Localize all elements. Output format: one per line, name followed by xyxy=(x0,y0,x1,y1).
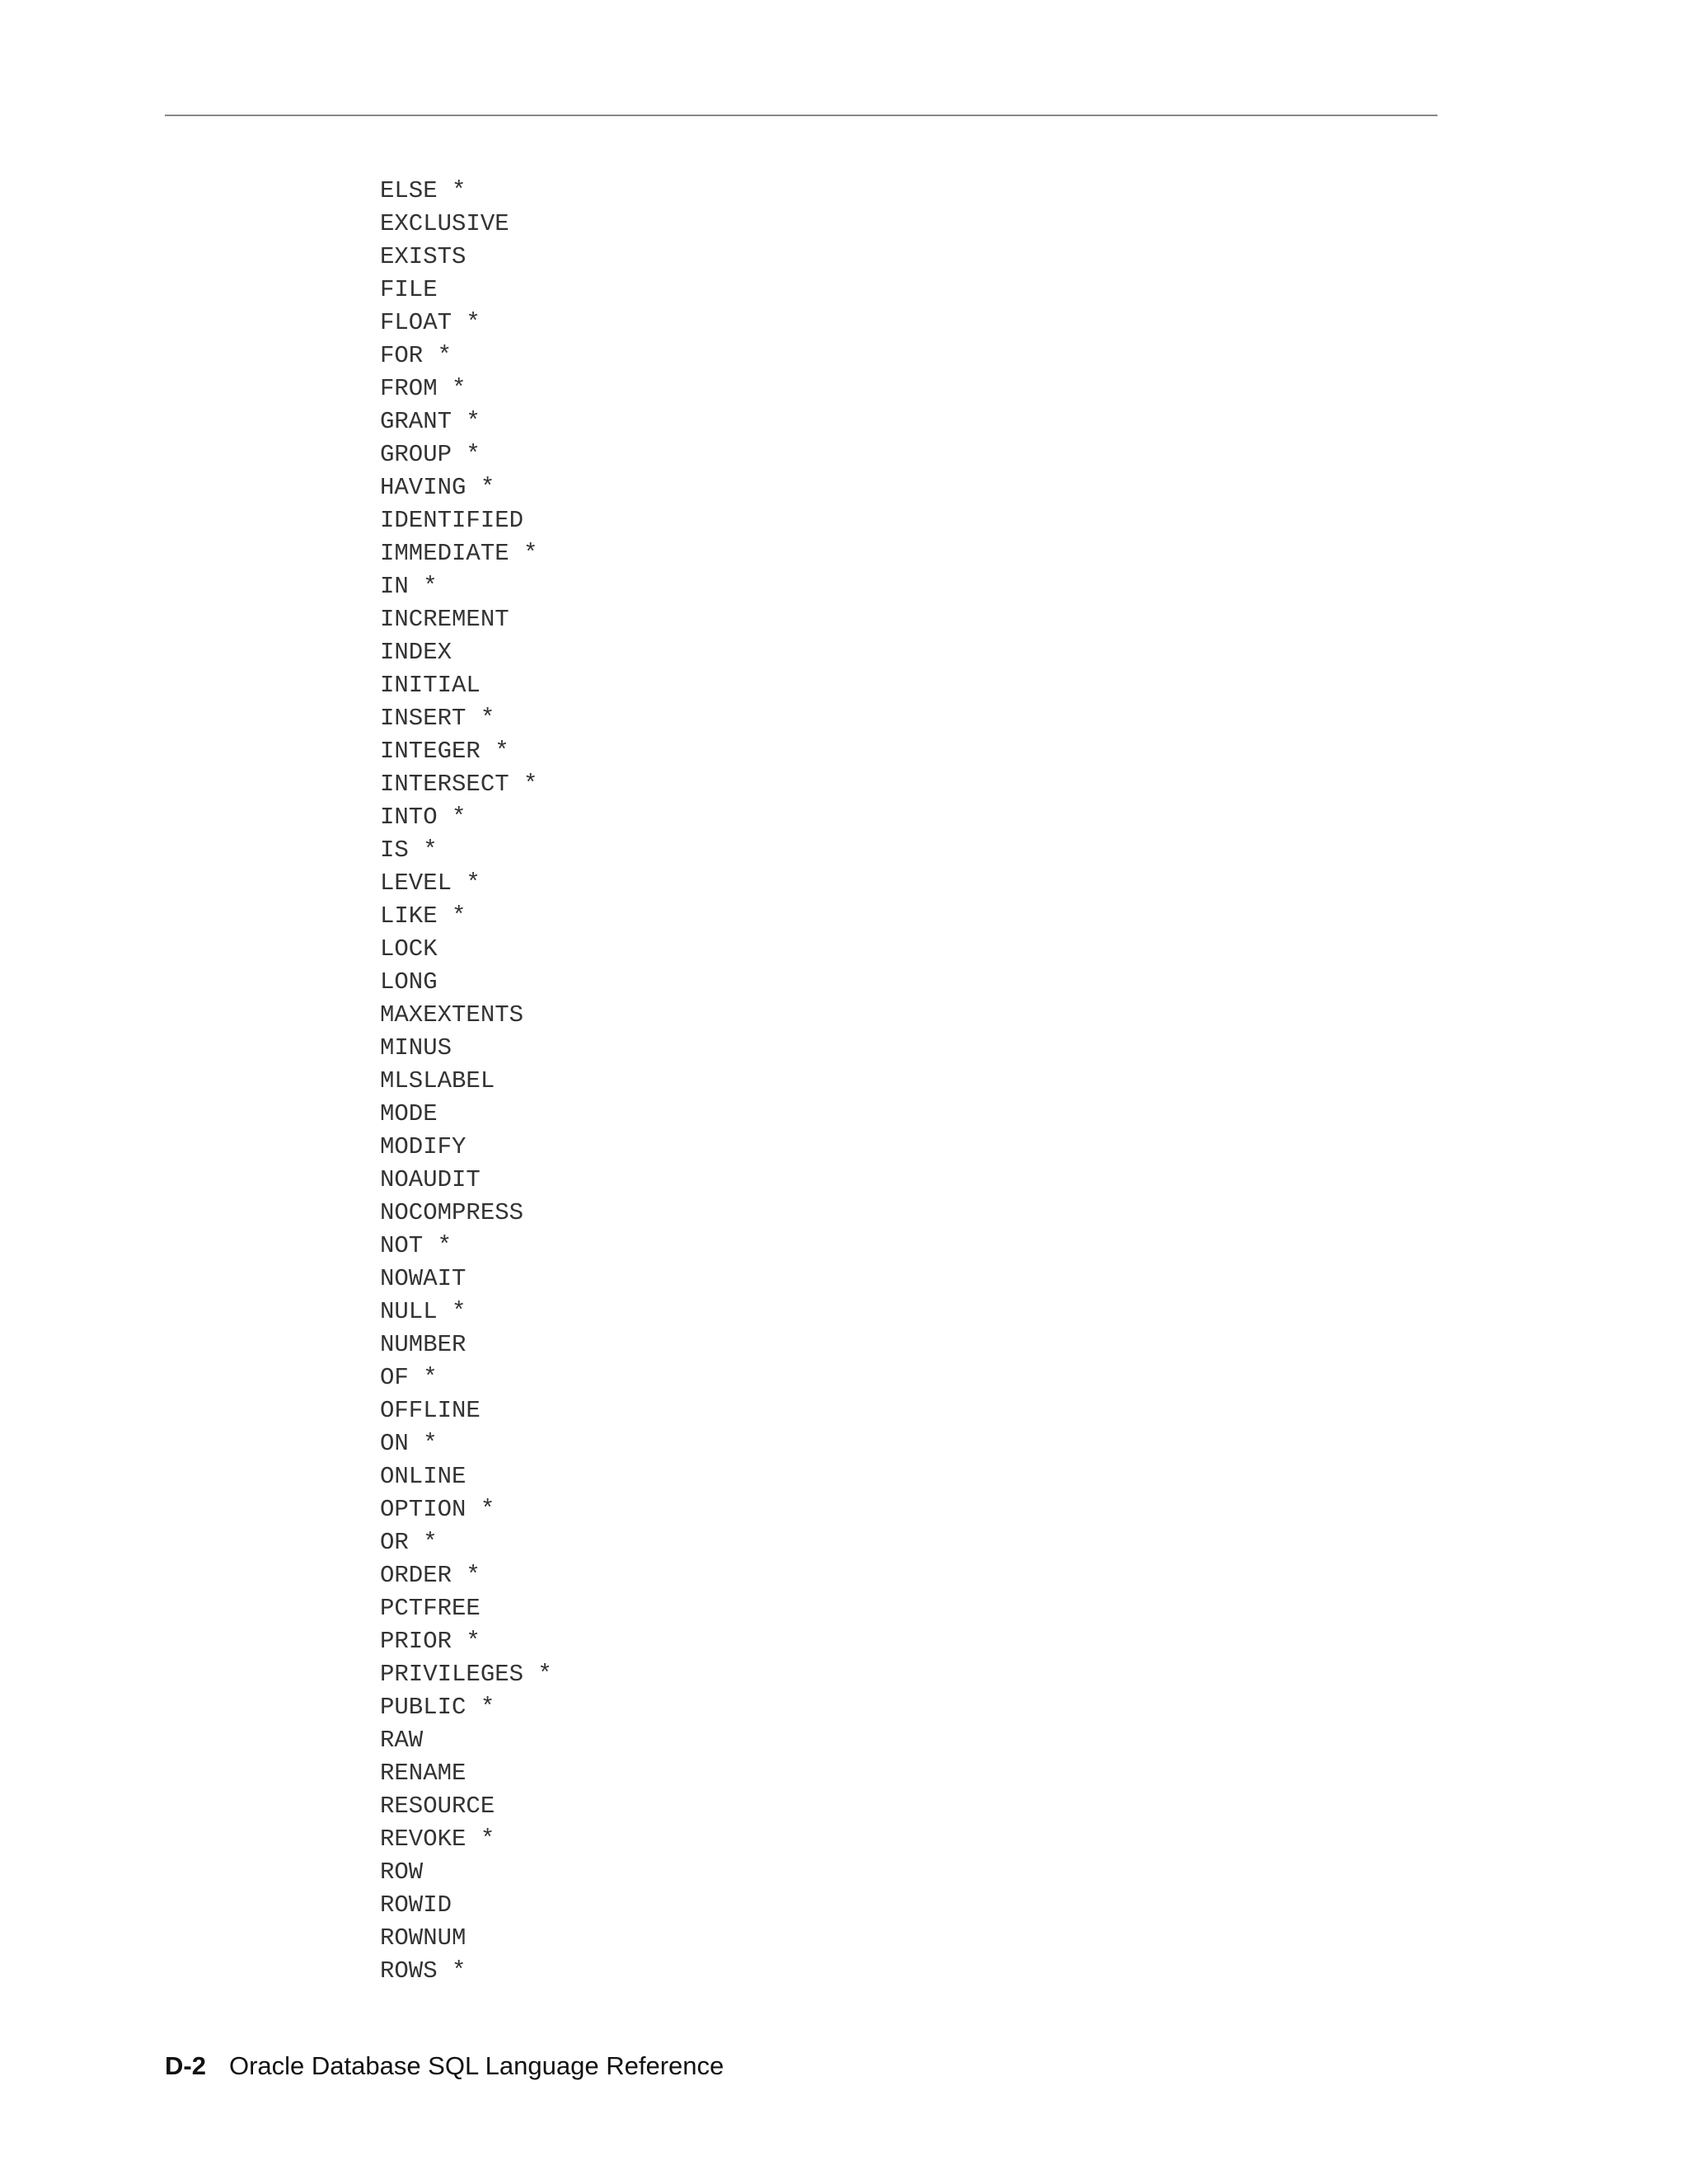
reserved-word-item: OR * xyxy=(380,1529,438,1556)
reserved-word-item: MLSLABEL xyxy=(380,1067,495,1094)
reserved-word-item: MODE xyxy=(380,1100,438,1127)
book-title: Oracle Database SQL Language Reference xyxy=(228,2051,724,2080)
reserved-word-item: ROWS * xyxy=(380,1957,467,1985)
reserved-word-item: EXCLUSIVE xyxy=(380,210,509,237)
reserved-word-item: NOAUDIT xyxy=(380,1166,481,1193)
reserved-word-item: IDENTIFIED xyxy=(380,507,524,534)
reserved-word-item: NOCOMPRESS xyxy=(380,1199,524,1226)
reserved-word-item: INTEGER * xyxy=(380,738,509,765)
reserved-word-item: RESOURCE xyxy=(380,1793,495,1820)
reserved-word-item: NULL * xyxy=(380,1298,467,1325)
reserved-word-item: OPTION * xyxy=(380,1496,495,1523)
reserved-word-item: ON * xyxy=(380,1430,438,1457)
reserved-word-item: ORDER * xyxy=(380,1562,481,1589)
reserved-word-item: PRIVILEGES * xyxy=(380,1661,552,1688)
page-number: D-2 xyxy=(165,2051,206,2080)
reserved-word-item: ROW xyxy=(380,1858,424,1886)
reserved-word-item: INSERT * xyxy=(380,705,495,732)
reserved-word-item: ELSE * xyxy=(380,177,467,204)
reserved-word-item: NOWAIT xyxy=(380,1265,467,1292)
reserved-word-item: INTO * xyxy=(380,804,467,831)
reserved-word-item: LOCK xyxy=(380,935,438,963)
reserved-word-item: HAVING * xyxy=(380,474,495,501)
reserved-word-item: LIKE * xyxy=(380,902,467,930)
reserved-word-item: IN * xyxy=(380,573,438,600)
reserved-words-list xyxy=(380,175,552,1988)
reserved-word-item: NOT * xyxy=(380,1232,452,1259)
reserved-word-item: IS * xyxy=(380,837,438,864)
reserved-word-item: GRANT * xyxy=(380,408,481,435)
reserved-word-item: OFFLINE xyxy=(380,1397,481,1424)
reserved-word-item: RENAME xyxy=(380,1760,467,1787)
reserved-word-item: MAXEXTENTS xyxy=(380,1001,524,1029)
reserved-word-item: REVOKE * xyxy=(380,1825,495,1853)
reserved-word-item: NUMBER xyxy=(380,1331,467,1358)
reserved-word-item: PUBLIC * xyxy=(380,1694,495,1721)
reserved-word-item: PCTFREE xyxy=(380,1595,481,1622)
reserved-word-item: RAW xyxy=(380,1727,424,1754)
reserved-word-item: ROWNUM xyxy=(380,1924,467,1952)
reserved-word-item: MINUS xyxy=(380,1034,452,1062)
header-rule xyxy=(165,115,1437,116)
reserved-word-item: IMMEDIATE * xyxy=(380,540,538,567)
reserved-word-item: FLOAT * xyxy=(380,309,481,336)
reserved-word-item: EXISTS xyxy=(380,243,467,270)
reserved-word-item: LEVEL * xyxy=(380,869,481,897)
reserved-word-item: OF * xyxy=(380,1364,438,1391)
reserved-word-item: MODIFY xyxy=(380,1133,467,1160)
reserved-word-item: ONLINE xyxy=(380,1463,467,1490)
reserved-word-item: FROM * xyxy=(380,375,467,402)
reserved-word-item: LONG xyxy=(380,968,438,996)
reserved-word-item: GROUP * xyxy=(380,441,481,468)
reserved-word-item: INDEX xyxy=(380,639,452,666)
reserved-word-item: FILE xyxy=(380,276,438,303)
reserved-word-item: PRIOR * xyxy=(380,1628,481,1655)
reserved-word-item: INITIAL xyxy=(380,672,481,699)
page-footer xyxy=(165,2050,724,2083)
reserved-word-item: ROWID xyxy=(380,1891,452,1919)
reserved-word-item: INTERSECT * xyxy=(380,771,538,798)
reserved-word-item: FOR * xyxy=(380,342,452,369)
reserved-word-item: INCREMENT xyxy=(380,606,509,633)
